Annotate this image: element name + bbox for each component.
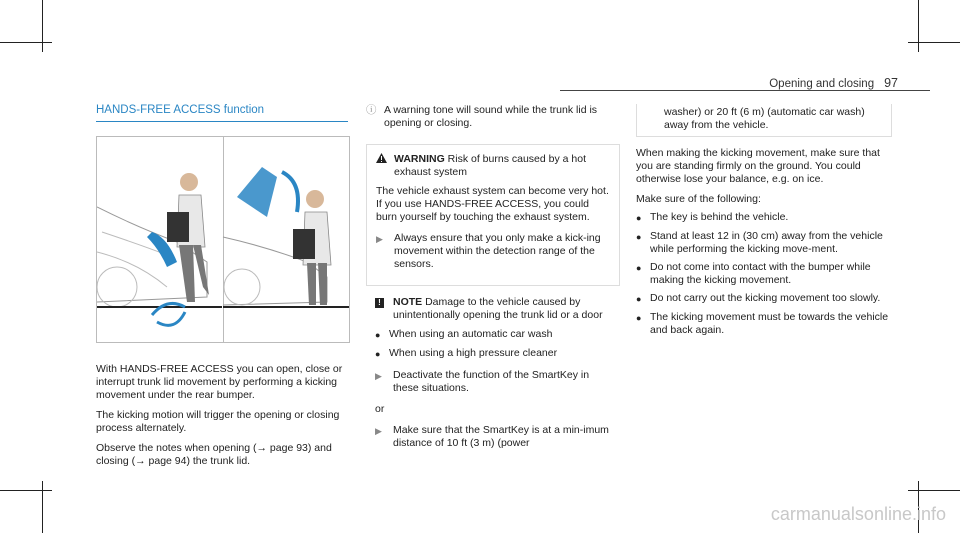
note-section — [366, 296, 620, 450]
warning-body: The vehicle exhaust system can become very hot. If you use HANDS-FREE ACCESS, you could burn yourself by touching the exhaust system. — [376, 185, 609, 223]
note-action — [375, 424, 611, 450]
paragraph: The kicking motion will trigger the opening or closing process alternately. — [96, 409, 340, 434]
bullet-icon: ● — [636, 263, 642, 273]
bullet-icon: ● — [375, 349, 381, 359]
crop-mark — [918, 0, 919, 52]
watermark: carmanualsonline.info — [770, 504, 946, 524]
paragraph: Make sure of the following: — [636, 193, 761, 205]
note-continuation-box — [636, 104, 892, 137]
crop-mark — [0, 490, 52, 491]
left-column — [96, 104, 352, 475]
right-column — [636, 104, 892, 342]
bullet-icon: ● — [636, 232, 642, 242]
bullet-icon: ● — [375, 330, 381, 340]
note-action-text: Make sure that the SmartKey is at a min-imum distance of 10 ft (3 m) (power — [393, 424, 609, 449]
bullet-icon: ● — [636, 313, 642, 323]
note-icon: ! — [375, 296, 393, 322]
list-item: ● When using a high pressure cleaner — [375, 347, 558, 359]
info-icon: ⓘ — [366, 104, 377, 116]
crop-mark — [42, 0, 43, 52]
arrow-bullet-icon: ▶ — [375, 371, 382, 381]
paragraph: Observe the notes when opening (→ page 93) and closing (→ page 94) the trunk lid. — [96, 442, 332, 467]
warning-action — [376, 232, 610, 271]
info-line — [366, 104, 620, 130]
crop-mark — [908, 42, 960, 43]
warning-label: WARNING — [394, 153, 445, 165]
warning-heading: Risk of burns caused by a hot exhaust system — [394, 153, 586, 178]
list-item: ● Do not carry out the kicking movement too slowly. — [636, 292, 881, 304]
bullet-icon: ● — [636, 294, 642, 304]
page-number: 97 — [884, 76, 898, 90]
crop-mark — [0, 42, 52, 43]
section-rule — [96, 121, 348, 122]
hands-free-figure — [96, 136, 350, 343]
list-item: ● The key is behind the vehicle. — [636, 211, 789, 223]
list-item: ● The kicking movement must be towards the vehicle and back again. — [636, 311, 889, 336]
note-continuation: washer) or 20 ft (6 m) (automatic car wash) away from the vehicle. — [664, 106, 865, 131]
arrow-bullet-icon: ▶ — [376, 234, 383, 244]
paragraph: When making the kicking movement, make sure that you are standing firmly on the ground. You could otherwise lose your balance, e.g. on ice. — [636, 147, 880, 185]
paragraph: With HANDS-FREE ACCESS you can open, close or interrupt trunk lid movement by performing a kicking movement under the rear bumper. — [96, 363, 343, 401]
warning-triangle-icon — [376, 153, 394, 179]
middle-column — [366, 104, 620, 458]
list-item: ● Stand at least 12 in (30 cm) away from the vehicle while performing the kicking move-ment. — [636, 230, 883, 255]
page-header — [769, 76, 898, 90]
warning-action-text: Always ensure that you only make a kick-ing movement within the detection range of the sensors. — [394, 232, 601, 270]
bullet-icon: ● — [636, 213, 642, 223]
note-heading: Damage to the vehicle caused by unintentionally opening the trunk lid or a door — [393, 296, 603, 321]
list-item: ● Do not come into contact with the bumper while making the kicking movement. — [636, 261, 871, 286]
crop-mark — [42, 481, 43, 533]
header-rule — [560, 90, 930, 91]
warning-box — [366, 144, 620, 286]
note-head — [375, 296, 611, 322]
note-label: NOTE — [393, 296, 423, 308]
info-text: A warning tone will sound while the trunk lid is opening or closing. — [384, 104, 598, 129]
note-action-text: Deactivate the function of the SmartKey in these situations. — [393, 369, 590, 394]
or-text: or — [375, 403, 385, 415]
list-item: ● When using an automatic car wash — [375, 328, 553, 340]
warning-head — [376, 153, 610, 179]
kick-illustration — [97, 137, 349, 342]
header-title: Opening and closing — [769, 78, 875, 90]
crop-mark — [908, 490, 960, 491]
arrow-bullet-icon: ▶ — [375, 426, 382, 436]
note-action — [375, 369, 611, 395]
section-title: HANDS-FREE ACCESS function — [96, 104, 265, 116]
